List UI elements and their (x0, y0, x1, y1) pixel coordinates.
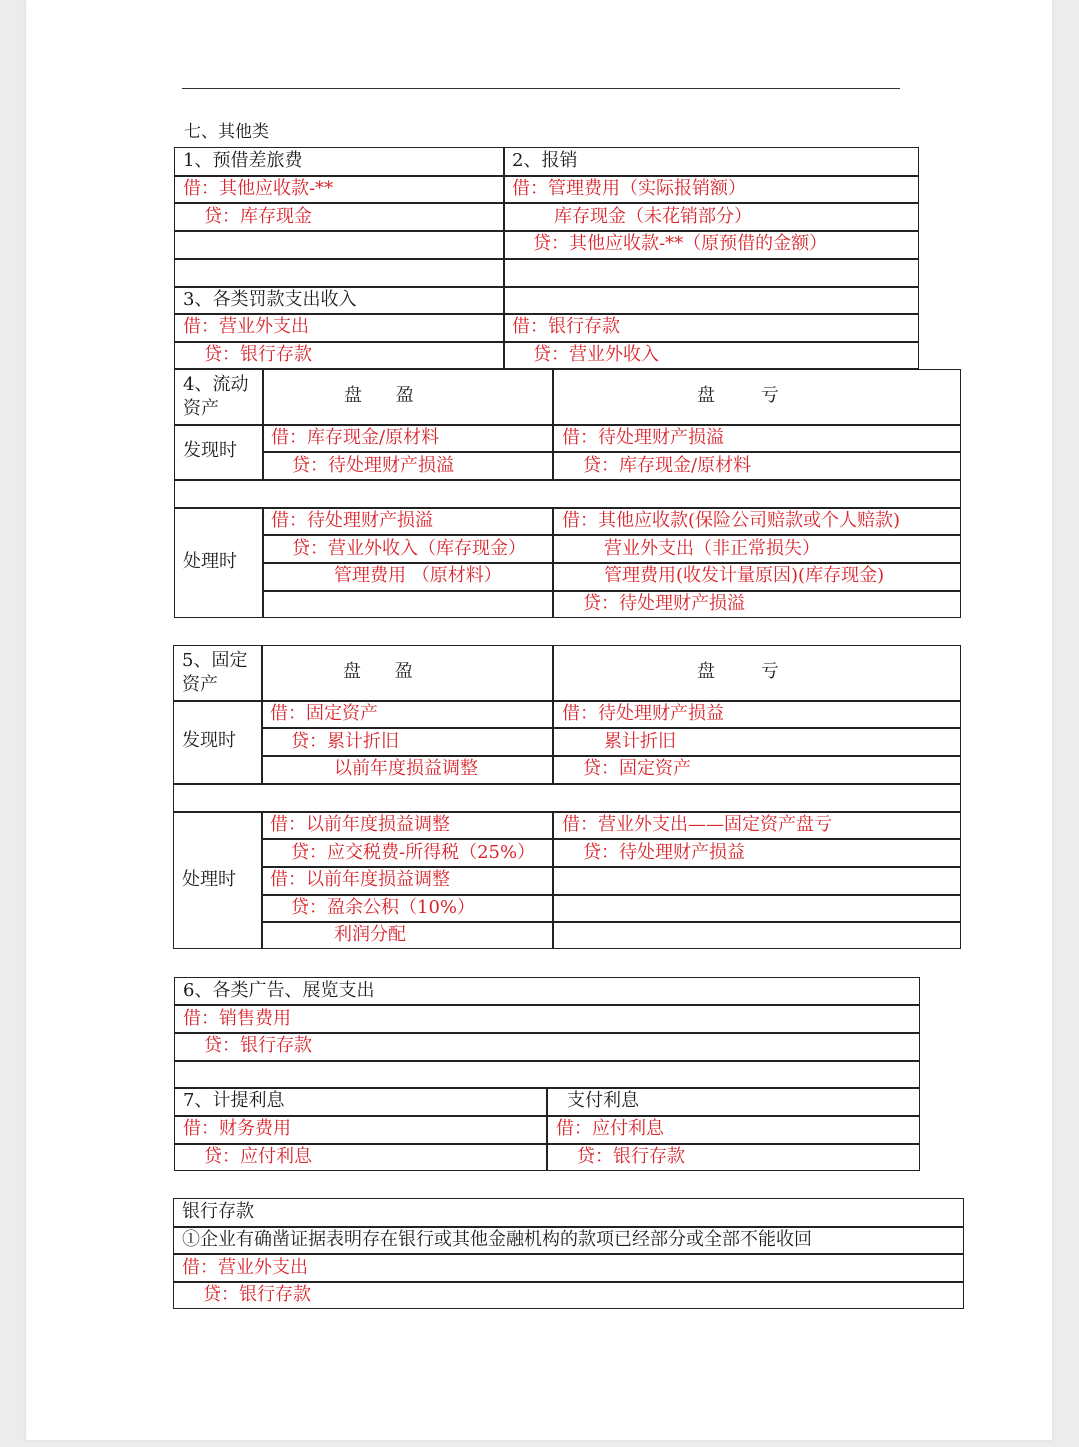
entry-text: 贷：库存现金 (204, 206, 312, 227)
item2-heading: 2、报销 (512, 150, 578, 171)
bank-heading: 银行存款 (182, 1201, 254, 1222)
entry-text: 贷：待处理财产损溢 (292, 455, 454, 476)
entry-text: 贷：累计折旧 (291, 731, 399, 752)
column-surplus: 盘 盈 (344, 385, 414, 406)
entry-text: 贷：银行存款 (203, 1284, 311, 1305)
entry-text: 利润分配 (334, 924, 406, 945)
bank-description: ①企业有确凿证据表明存在银行或其他金融机构的款项已经部分或全部不能收回 (182, 1229, 812, 1250)
item6-heading: 6、各类广告、展览支出 (183, 980, 375, 1001)
item3-heading: 3、各类罚款支出收入 (183, 289, 357, 310)
entry-text: 贷：固定资产 (583, 758, 691, 779)
row-process: 处理时 (182, 869, 236, 890)
entry-text: 贷：待处理财产损益 (583, 842, 745, 863)
entry-text: 贷：待处理财产损溢 (583, 593, 745, 614)
entry-text: 借：待处理财产损益 (562, 703, 724, 724)
entry-text: 管理费用 （原材料） (334, 565, 502, 586)
entry-text: 借：营业外支出 (182, 1257, 308, 1278)
header-rule (182, 88, 900, 89)
entry-text: 借：营业外支出——固定资产盘亏 (562, 814, 832, 835)
entry-text: 贷：应付利息 (204, 1146, 312, 1167)
entry-text: 贷：应交税费-所得税（25%） (291, 842, 536, 863)
entry-text: 借：库存现金/原材料 (271, 427, 440, 448)
section-title: 七、其他类 (184, 122, 269, 142)
entry-text: 贷：银行存款 (204, 344, 312, 365)
pay-interest-heading: 支付利息 (567, 1090, 639, 1111)
entry-text: 借：其他应收款-** (183, 178, 334, 199)
entry-text: 借：待处理财产损溢 (271, 510, 433, 531)
column-loss: 盘 亏 (697, 385, 779, 406)
entry-text: 借：其他应收款(保险公司赔款或个人赔款) (562, 510, 901, 531)
entry-text: 借：固定资产 (270, 703, 378, 724)
entry-text: 贷：盈余公积（10%） (291, 897, 476, 918)
entry-text: 借：管理费用（实际报销额） (512, 178, 746, 199)
entry-text: 以前年度损益调整 (334, 758, 478, 779)
entry-text: 借：财务费用 (183, 1118, 291, 1139)
item7-heading: 7、计提利息 (183, 1090, 285, 1111)
row-process: 处理时 (183, 551, 237, 572)
column-loss: 盘 亏 (697, 661, 779, 682)
entry-text: 借：以前年度损益调整 (270, 814, 450, 835)
entry-text: 贷：银行存款 (577, 1146, 685, 1167)
entry-text: 借：待处理财产损溢 (562, 427, 724, 448)
entry-text: 贷：银行存款 (204, 1035, 312, 1056)
entry-text: 贷：营业外收入（库存现金） (292, 538, 526, 559)
entry-text: 库存现金（未花销部分） (554, 206, 752, 227)
asset-heading: 5、固定资产 (182, 650, 248, 695)
entry-text: 贷：营业外收入 (533, 344, 659, 365)
row-found: 发现时 (182, 730, 236, 751)
entry-text: 贷：其他应收款-**（原预借的金额） (533, 233, 828, 254)
entry-text: 管理费用(收发计量原因)(库存现金) (604, 565, 885, 586)
entry-text: 累计折旧 (604, 731, 676, 752)
entry-text: 借：以前年度损益调整 (270, 869, 450, 890)
entry-text: 借：营业外支出 (183, 316, 309, 337)
entry-text: 营业外支出（非正常损失） (604, 538, 820, 559)
entry-text: 借：应付利息 (556, 1118, 664, 1139)
entry-text: 贷：库存现金/原材料 (583, 455, 752, 476)
row-found: 发现时 (183, 440, 237, 461)
column-surplus: 盘 盈 (343, 661, 413, 682)
entry-text: 借：银行存款 (512, 316, 620, 337)
asset-heading: 4、流动资产 (183, 374, 249, 419)
entry-text: 借：销售费用 (183, 1008, 291, 1029)
item1-heading: 1、预借差旅费 (183, 150, 303, 171)
